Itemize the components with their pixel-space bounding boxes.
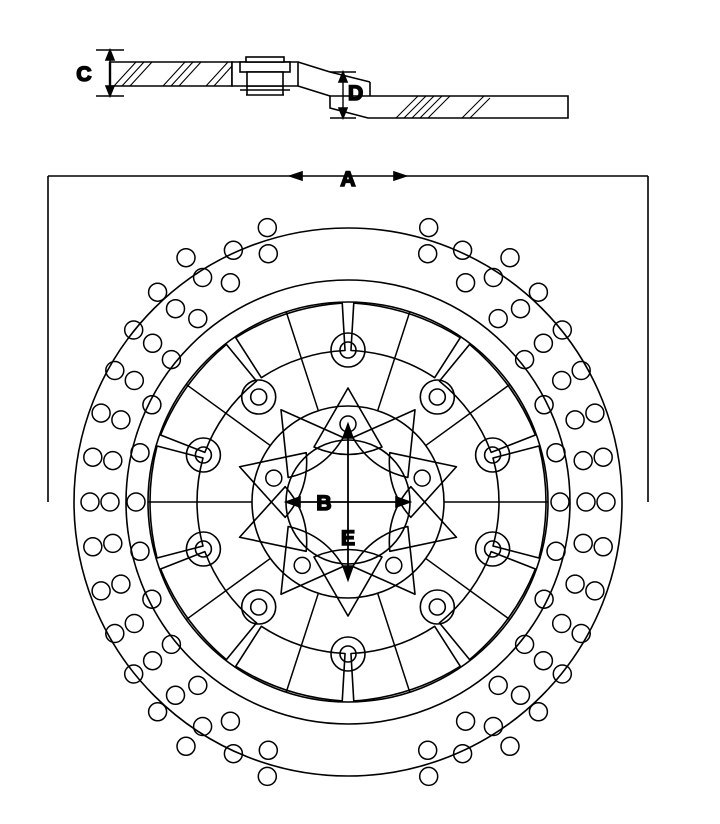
section-transition	[298, 62, 330, 96]
side-section-view	[76, 50, 568, 118]
bobbin	[420, 380, 454, 414]
dimension-label-c: C	[76, 63, 92, 86]
dimension-label-b: B	[316, 492, 332, 515]
dimension-label-a: A	[340, 168, 356, 191]
center-hub-section	[232, 57, 298, 95]
front-view	[48, 168, 648, 785]
right-disc-plate	[330, 72, 568, 118]
dimension-label-e: E	[340, 527, 356, 550]
bobbin	[242, 380, 276, 414]
bobbin	[331, 333, 365, 367]
bobbin	[420, 590, 454, 624]
dimension-label-d: D	[348, 82, 364, 105]
bobbin	[242, 590, 276, 624]
left-disc-plate	[110, 62, 232, 86]
bobbin	[331, 637, 365, 671]
